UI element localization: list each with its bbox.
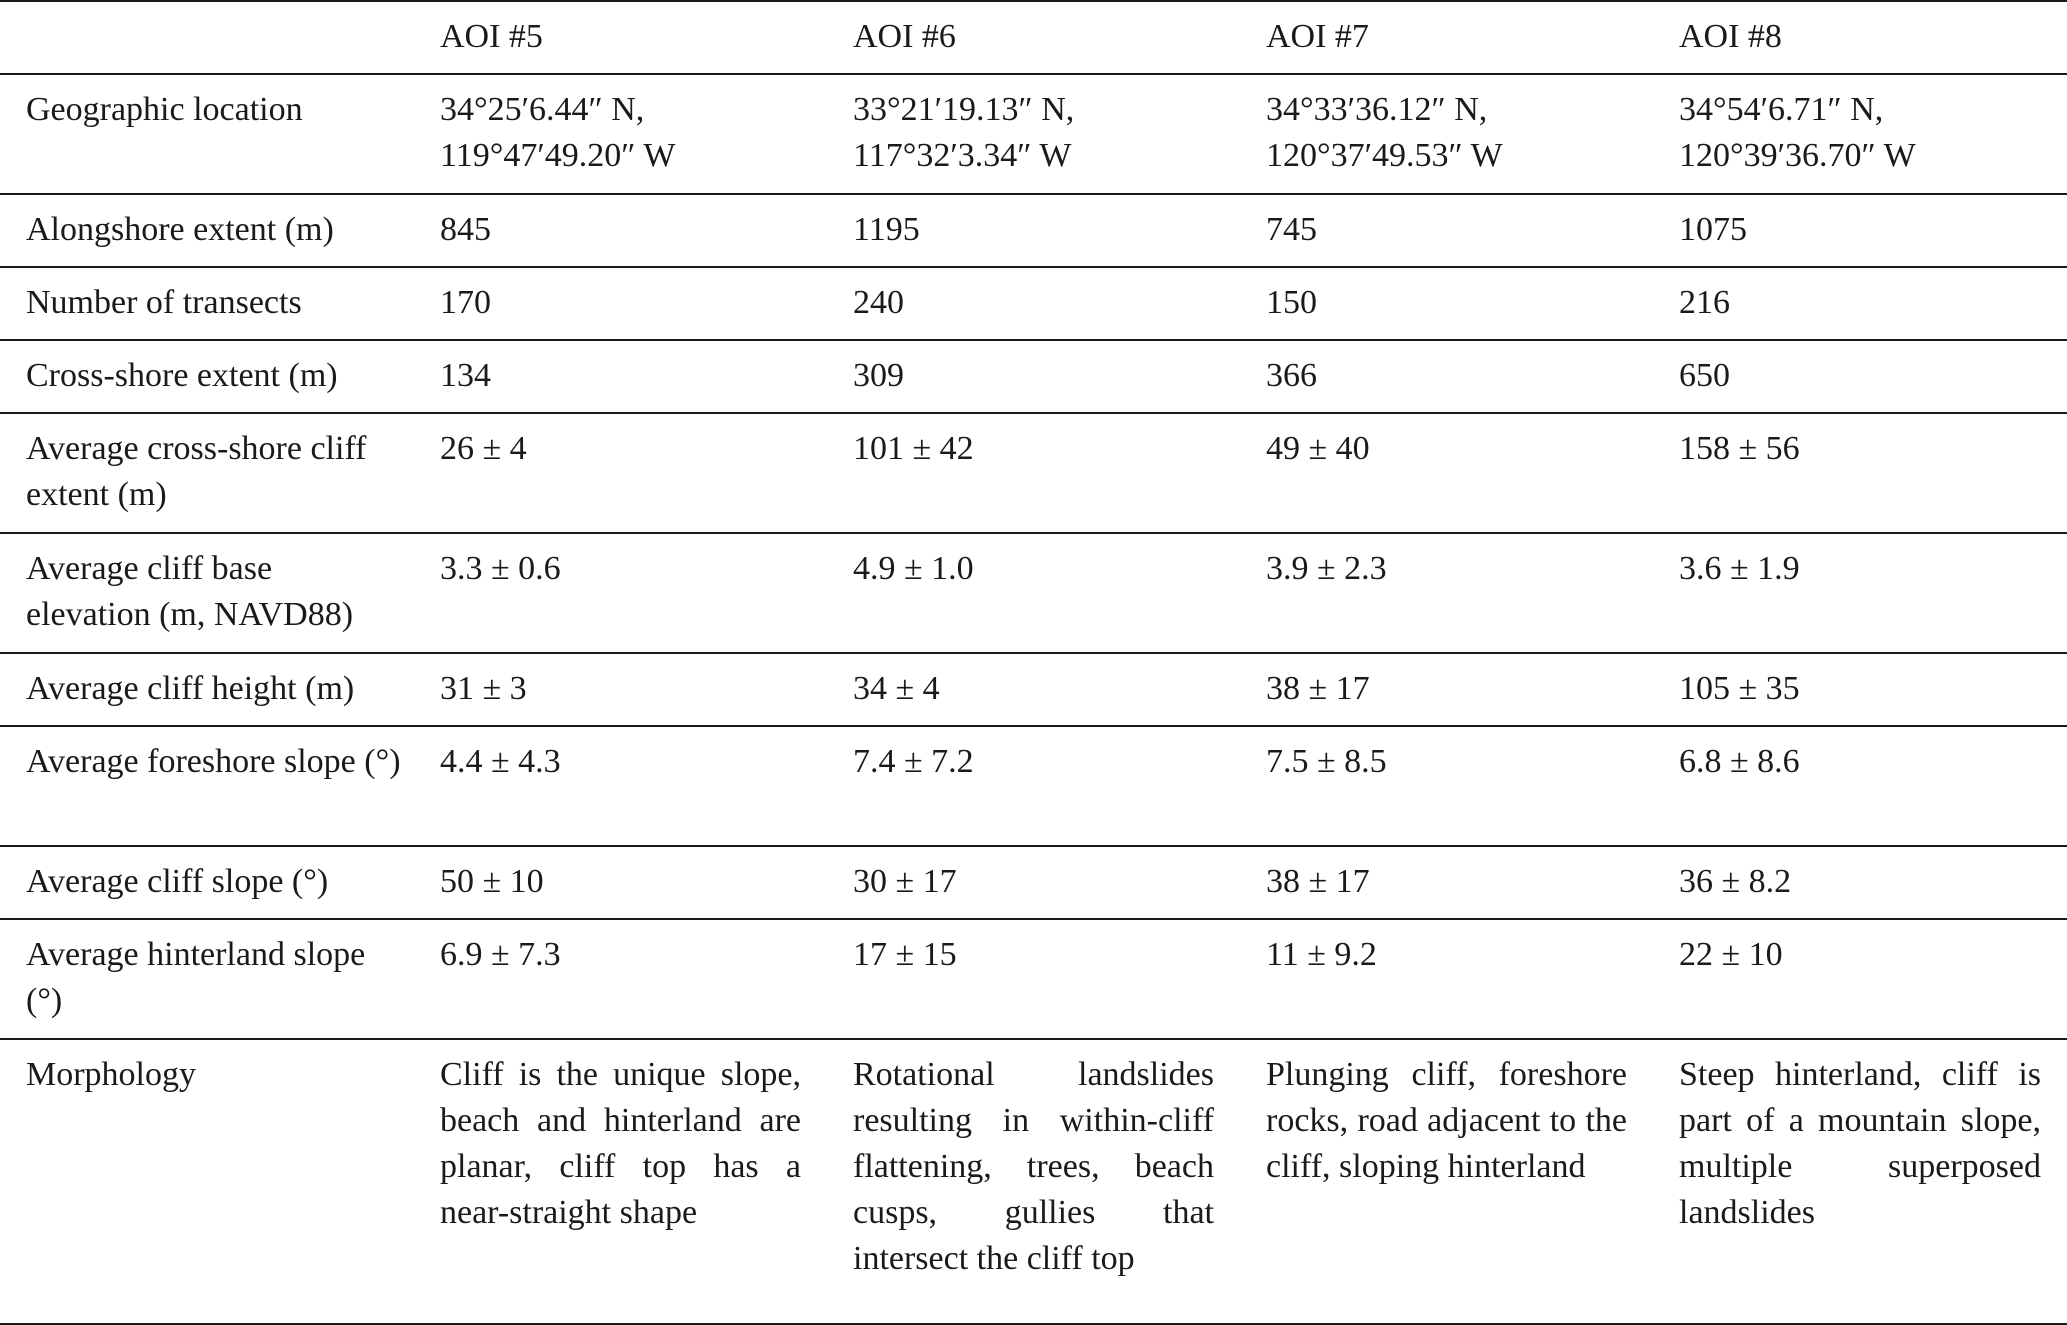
table-cell: 1075 bbox=[1679, 211, 1747, 248]
table-cell: 6.9 ± 7.3 bbox=[440, 936, 561, 973]
table-cell: 36 ± 8.2 bbox=[1679, 863, 1792, 900]
table-cell: 7.5 ± 8.5 bbox=[1266, 743, 1387, 780]
table-cell: 845 bbox=[440, 211, 491, 248]
table-cell: 17 ± 15 bbox=[853, 936, 957, 973]
header-cell-aoi-6: AOI #6 bbox=[853, 18, 956, 55]
table-cell: Cliff is the unique slope, beach and hinterland are planar, cliff top has a near-straight shape bbox=[440, 1056, 801, 1231]
table-cell: Plunging cliff, foreshore rocks, road adjacent to the cliff, sloping hinterland bbox=[1266, 1056, 1627, 1185]
table-row-alongshore-extent bbox=[0, 194, 2067, 267]
table-row-geographic-location bbox=[0, 74, 2067, 194]
table-row-avg-cliff-height bbox=[0, 653, 2067, 726]
header-cell-aoi-8: AOI #8 bbox=[1679, 18, 1782, 55]
table-cell: 7.4 ± 7.2 bbox=[853, 743, 974, 780]
row-label: Average cliff base elevation (m, NAVD88) bbox=[26, 550, 354, 633]
table-cell: 3.3 ± 0.6 bbox=[440, 550, 561, 587]
table-cell: 4.4 ± 4.3 bbox=[440, 743, 561, 780]
table-cell: 309 bbox=[853, 357, 904, 394]
table-cell: 31 ± 3 bbox=[440, 670, 527, 707]
table-cell: 1195 bbox=[853, 211, 920, 248]
table-row-morphology bbox=[0, 1039, 2067, 1324]
table-cell: 6.8 ± 8.6 bbox=[1679, 743, 1800, 780]
table-cell: 34°54′6.71″ N, 120°39′36.70″ W bbox=[1679, 91, 1916, 174]
table-cell: 38 ± 17 bbox=[1266, 863, 1370, 900]
row-label: Average hinterland slope (°) bbox=[26, 936, 366, 1019]
table-cell: 34 ± 4 bbox=[853, 670, 940, 707]
table-row-number-of-transects bbox=[0, 267, 2067, 340]
row-label: Morphology bbox=[26, 1056, 196, 1093]
header-cell-empty bbox=[0, 1, 414, 74]
header-cell-aoi-5: AOI #5 bbox=[440, 18, 543, 55]
table-cell: 38 ± 17 bbox=[1266, 670, 1370, 707]
table-cell: 50 ± 10 bbox=[440, 863, 544, 900]
table-row-avg-cross-shore-cliff-extent bbox=[0, 413, 2067, 533]
table-cell: 11 ± 9.2 bbox=[1266, 936, 1377, 973]
table-cell: 3.6 ± 1.9 bbox=[1679, 550, 1800, 587]
row-label: Number of transects bbox=[26, 284, 302, 321]
table-cell: 150 bbox=[1266, 284, 1317, 321]
row-label: Geographic location bbox=[26, 91, 303, 128]
table-cell: 34°25′6.44″ N, 119°47′49.20″ W bbox=[440, 91, 676, 174]
table-cell: 22 ± 10 bbox=[1679, 936, 1783, 973]
table-cell: Steep hinterland, cliff is part of a mountain slope, multiple superposed landslides bbox=[1679, 1056, 2041, 1231]
table-row-cross-shore-extent bbox=[0, 340, 2067, 413]
table-cell: 105 ± 35 bbox=[1679, 670, 1800, 707]
table-cell: 170 bbox=[440, 284, 491, 321]
row-label: Alongshore extent (m) bbox=[26, 211, 334, 248]
table-cell: 366 bbox=[1266, 357, 1317, 394]
header-cell-aoi-7: AOI #7 bbox=[1266, 18, 1369, 55]
row-label: Cross-shore extent (m) bbox=[26, 357, 338, 394]
table-cell: 134 bbox=[440, 357, 491, 394]
table-cell: 30 ± 17 bbox=[853, 863, 957, 900]
table-cell: 3.9 ± 2.3 bbox=[1266, 550, 1387, 587]
table-cell: 240 bbox=[853, 284, 904, 321]
table-row-avg-foreshore-slope bbox=[0, 726, 2067, 846]
table-cell: Rotational landslides resulting in within-cliff flattening, trees, beach cusps, gullies that intersect the cliff top bbox=[853, 1056, 1214, 1277]
table-row-avg-cliff-slope bbox=[0, 846, 2067, 919]
table-cell: 101 ± 42 bbox=[853, 430, 974, 467]
table-cell: 650 bbox=[1679, 357, 1730, 394]
table-row-avg-cliff-base-elevation bbox=[0, 533, 2067, 653]
row-label: Average cliff slope (°) bbox=[26, 863, 329, 900]
table-cell: 4.9 ± 1.0 bbox=[853, 550, 974, 587]
row-label: Average cliff height (m) bbox=[26, 670, 355, 707]
table-cell: 26 ± 4 bbox=[440, 430, 527, 467]
table-cell: 745 bbox=[1266, 211, 1317, 248]
table-cell: 216 bbox=[1679, 284, 1730, 321]
row-label: Average foreshore slope (°) bbox=[26, 743, 401, 780]
table-header-row bbox=[0, 1, 2067, 74]
table-row-avg-hinterland-slope bbox=[0, 919, 2067, 1039]
table-cell: 33°21′19.13″ N, 117°32′3.34″ W bbox=[853, 91, 1075, 174]
table-cell: 49 ± 40 bbox=[1266, 430, 1370, 467]
table-cell: 158 ± 56 bbox=[1679, 430, 1800, 467]
row-label: Average cross-shore cliff extent (m) bbox=[26, 430, 367, 513]
table-cell: 34°33′36.12″ N, 120°37′49.53″ W bbox=[1266, 91, 1503, 174]
